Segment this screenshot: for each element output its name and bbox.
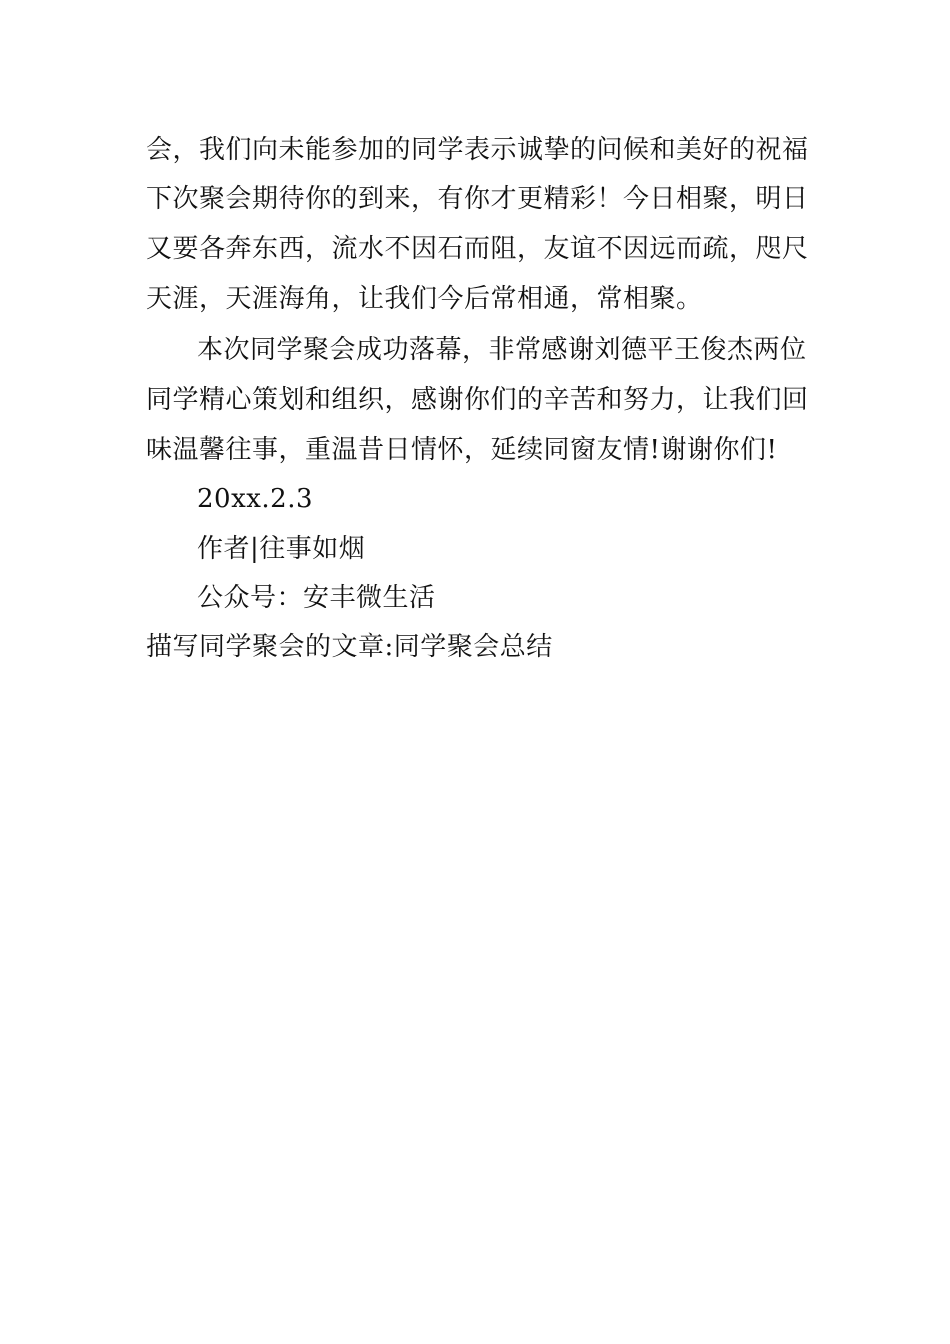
- date-line: 20xx.2.3: [197, 484, 314, 514]
- paragraph1-line-4: 天涯，天涯海角，让我们今后常相通，常相聚。: [146, 284, 703, 314]
- paragraph2-line-3: 味温馨往事，重温昔日情怀，延续同窗友情!谢谢你们!: [146, 435, 778, 465]
- author-line: 作者|往事如烟: [197, 534, 366, 564]
- paragraph1-line-2: 下次聚会期待你的到来，有你才更精彩！今日相聚，明日: [146, 184, 809, 214]
- paragraph2-line-1: 本次同学聚会成功落幕，非常感谢刘德平王俊杰两位: [197, 335, 807, 365]
- public-account-line: 公众号：安丰微生活: [197, 583, 436, 613]
- paragraph1-line-3: 又要各奔东西，流水不因石而阻，友谊不因远而疏，咫尺: [146, 234, 809, 264]
- next-article-title: 描写同学聚会的文章:同学聚会总结: [146, 632, 553, 662]
- paragraph2-line-2: 同学精心策划和组织，感谢你们的辛苦和努力，让我们回: [146, 385, 809, 415]
- paragraph1-line-1: 会，我们向未能参加的同学表示诚挚的问候和美好的祝福: [146, 135, 809, 165]
